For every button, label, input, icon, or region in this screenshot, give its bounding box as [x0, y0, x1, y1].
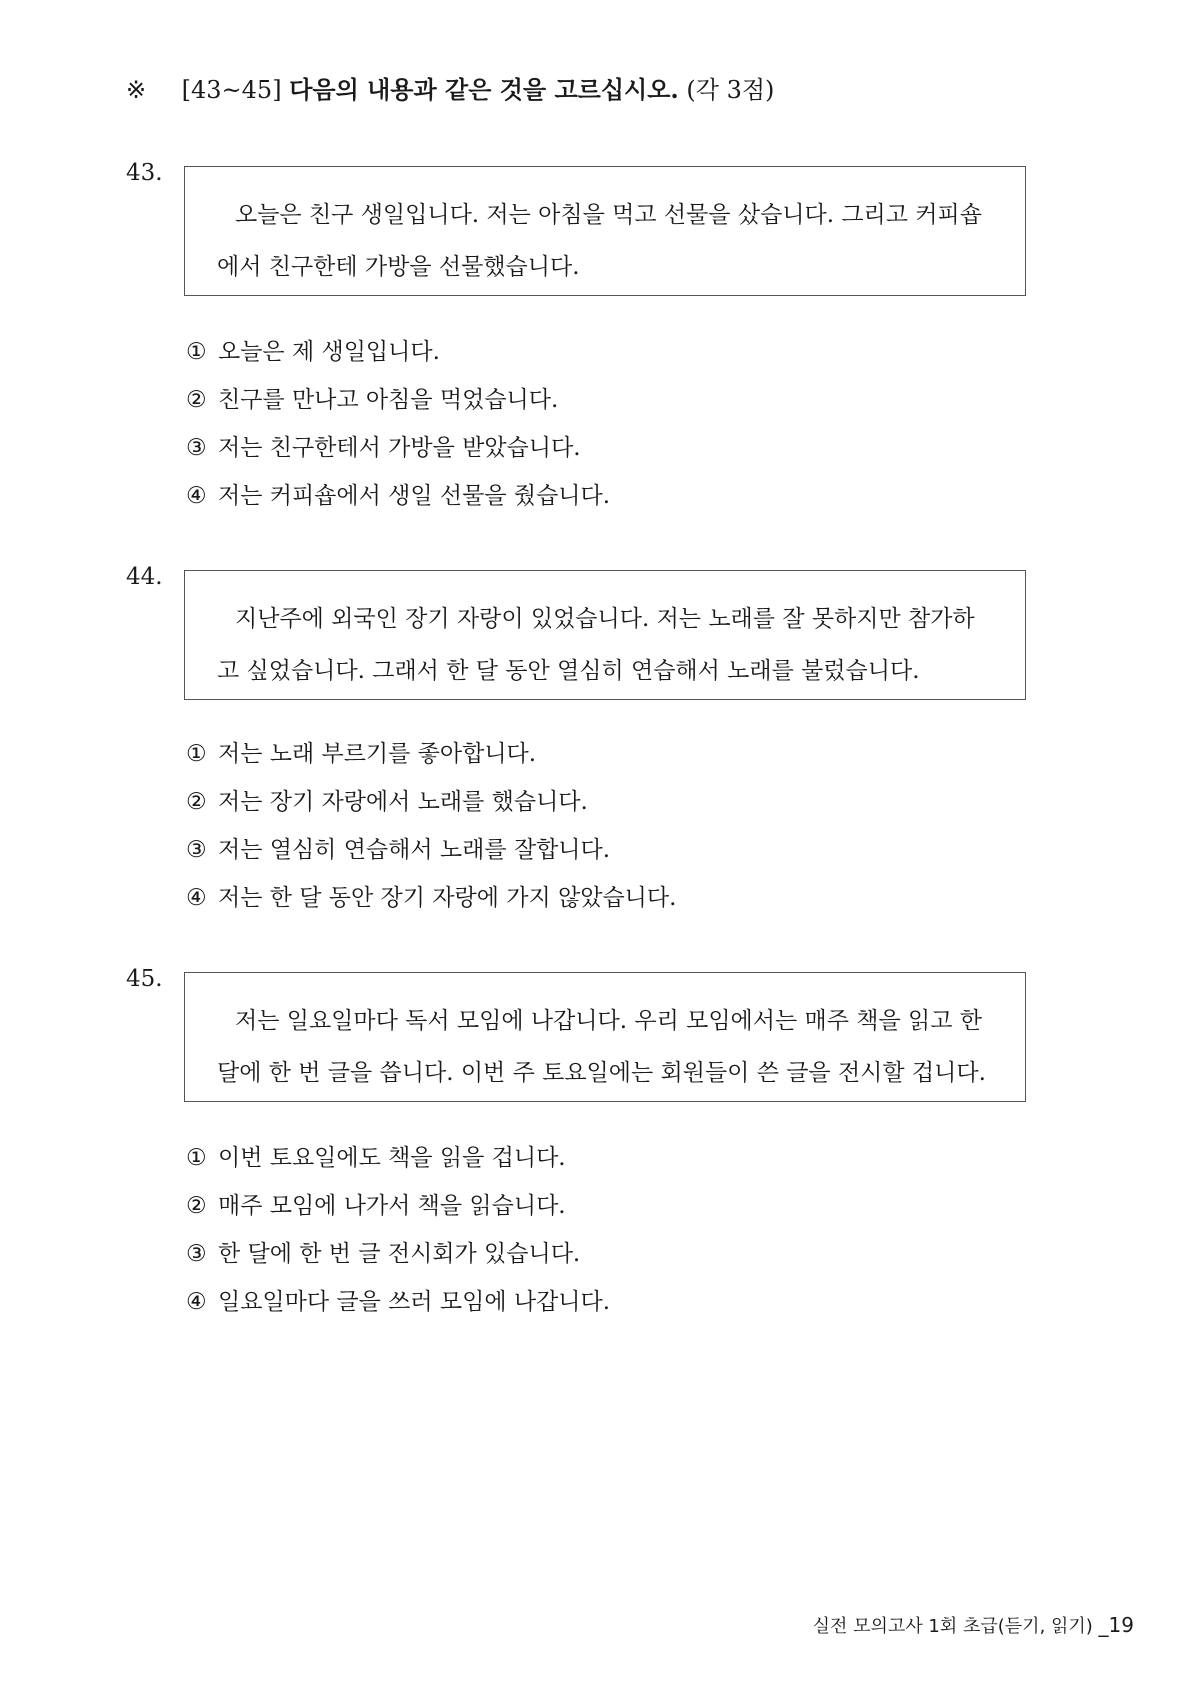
points-note: (각 3점): [686, 76, 775, 104]
passage-box: 오늘은 친구 생일입니다. 저는 아침을 먹고 선물을 샀습니다. 그리고 커피숍에서 친구한테 가방을 선물했습니다.: [184, 166, 1026, 296]
option[interactable]: [186, 874, 676, 922]
option-marker: ③: [186, 435, 207, 461]
option-text: 저는 열심히 연습해서 노래를 잘합니다.: [218, 837, 611, 863]
reference-mark: ※: [126, 76, 147, 104]
option-list: [186, 730, 676, 922]
option-text: 저는 장기 자랑에서 노래를 했습니다.: [218, 789, 588, 815]
option[interactable]: [186, 424, 610, 472]
option-text: 저는 한 달 동안 장기 자랑에 가지 않았습니다.: [218, 885, 677, 911]
option-text: 저는 커피숍에서 생일 선물을 줬습니다.: [218, 483, 611, 509]
option-marker: ④: [186, 885, 207, 911]
question-number: 44.: [126, 564, 163, 590]
option-list: [186, 1134, 610, 1326]
page-number: _19: [1098, 1613, 1134, 1637]
option[interactable]: [186, 328, 610, 376]
option[interactable]: [186, 1230, 610, 1278]
option[interactable]: [186, 730, 676, 778]
option-text: 이번 토요일에도 책을 읽을 겁니다.: [218, 1145, 566, 1171]
question-number: 43.: [126, 160, 163, 186]
option-text: 저는 친구한테서 가방을 받았습니다.: [218, 435, 581, 461]
option-marker: ②: [186, 789, 207, 815]
option[interactable]: [186, 472, 610, 520]
instruction: [126, 70, 774, 105]
option-marker: ②: [186, 1193, 207, 1219]
passage-box: 저는 일요일마다 독서 모임에 나갑니다. 우리 모임에서는 매주 책을 읽고 한 달에 한 번 글을 씁니다. 이번 주 토요일에는 회원들이 쓴 글을 전시할 겁니다.: [184, 972, 1026, 1102]
option-marker: ②: [186, 387, 207, 413]
option-marker: ①: [186, 741, 207, 767]
option-marker: ①: [186, 339, 207, 365]
option-marker: ④: [186, 1289, 207, 1315]
option-text: 일요일마다 글을 쓰러 모임에 나갑니다.: [218, 1289, 611, 1315]
option[interactable]: [186, 826, 676, 874]
option-marker: ①: [186, 1145, 207, 1171]
option[interactable]: [186, 1182, 610, 1230]
option-text: 저는 노래 부르기를 좋아합니다.: [218, 741, 537, 767]
instruction-text: 다음의 내용과 같은 것을 고르십시오.: [289, 75, 679, 104]
option[interactable]: [186, 1278, 610, 1326]
option-text: 오늘은 제 생일입니다.: [218, 339, 440, 365]
option[interactable]: [186, 376, 610, 424]
option-marker: ③: [186, 837, 207, 863]
question-range: [43~45]: [181, 76, 282, 104]
option-text: 친구를 만나고 아침을 먹었습니다.: [218, 387, 559, 413]
option-list: [186, 328, 610, 520]
option-marker: ④: [186, 483, 207, 509]
passage-box: 지난주에 외국인 장기 자랑이 있었습니다. 저는 노래를 잘 못하지만 참가하고 싶었습니다. 그래서 한 달 동안 열심히 연습해서 노래를 불렀습니다.: [184, 570, 1026, 700]
question-number: 45.: [126, 966, 163, 992]
option[interactable]: [186, 1134, 610, 1182]
page-footer: [813, 1612, 1134, 1638]
footer-title: 실전 모의고사 1회 초급(듣기, 읽기): [812, 1616, 1093, 1637]
option[interactable]: [186, 778, 676, 826]
option-text: 한 달에 한 번 글 전시회가 있습니다.: [218, 1241, 581, 1267]
option-marker: ③: [186, 1241, 207, 1267]
option-text: 매주 모임에 나가서 책을 읽습니다.: [218, 1193, 566, 1219]
